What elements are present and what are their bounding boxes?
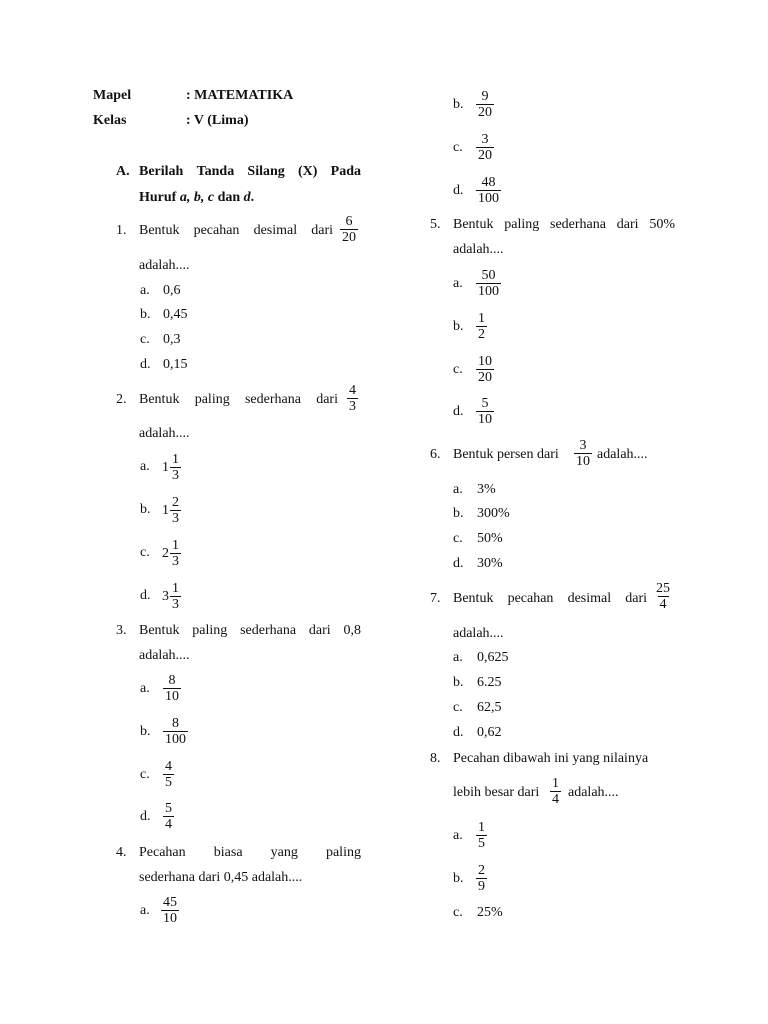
numerator: 1 — [172, 538, 179, 553]
option-letter: c. — [453, 362, 463, 377]
word: Bentuk — [139, 223, 180, 238]
word: Pecahan — [139, 845, 186, 860]
question-6-fraction — [574, 438, 592, 469]
option-fraction — [476, 132, 494, 163]
question-1-stem-line2: adalah.... — [139, 258, 190, 273]
word: Bentuk — [139, 623, 180, 638]
letters: a, b, c — [179, 190, 215, 205]
section-instruction-line2 — [139, 190, 254, 206]
letter: d — [243, 190, 251, 205]
numerator: 1 — [478, 820, 485, 835]
option-text: 3% — [477, 482, 496, 497]
option-text: 0,625 — [477, 650, 509, 665]
option-fraction — [476, 175, 501, 206]
whole: 1 — [162, 459, 169, 475]
denominator: 20 — [478, 370, 492, 385]
option-letter: b. — [453, 97, 464, 112]
option-letter: a. — [140, 903, 150, 918]
word: desimal — [567, 591, 612, 606]
denominator: 100 — [478, 191, 499, 206]
option-letter: d. — [453, 183, 464, 198]
numerator: 1 — [172, 581, 179, 596]
word: pecahan — [193, 223, 240, 238]
question-1-fraction — [340, 214, 358, 245]
option-text: 0,45 — [163, 307, 188, 322]
mapel-value: : MATEMATIKA — [186, 88, 294, 103]
option-letter: d. — [140, 357, 151, 372]
denominator: 10 — [576, 454, 590, 469]
option-letter: c. — [140, 332, 150, 347]
numerator: 50 — [481, 268, 496, 283]
word: dari — [625, 591, 647, 606]
denominator: 100 — [478, 284, 499, 299]
option-letter: a. — [453, 482, 463, 497]
word: dari — [616, 217, 639, 232]
question-1-stem-line1 — [139, 223, 333, 239]
numerator: 4 — [165, 759, 172, 774]
word: paling — [325, 845, 361, 860]
question-2-stem-line2: adalah.... — [139, 426, 190, 441]
numerator: 3 — [579, 438, 587, 453]
question-4-number: 4. — [116, 845, 127, 860]
option-letter: b. — [453, 319, 464, 334]
numerator: 2 — [172, 495, 179, 510]
option-letter: c. — [453, 905, 463, 920]
question-8-stem-pre: lebih besar dari — [453, 785, 540, 800]
option-fraction — [476, 89, 494, 120]
denominator: 100 — [165, 732, 186, 747]
denominator: 5 — [478, 836, 485, 851]
question-7-stem-line2: adalah.... — [453, 626, 504, 641]
denominator: 20 — [478, 148, 492, 163]
question-1-number: 1. — [116, 223, 127, 238]
question-3-stem-line1 — [139, 623, 361, 639]
question-3-number: 3. — [116, 623, 127, 638]
option-letter: a. — [140, 283, 150, 298]
denominator: 3 — [349, 399, 356, 414]
option-fraction — [476, 354, 494, 385]
numerator: 9 — [481, 89, 489, 104]
word: Tanda — [196, 164, 235, 179]
word: Bentuk — [453, 591, 494, 606]
whole: 1 — [162, 502, 169, 518]
denominator: 20 — [478, 105, 492, 120]
denominator: 4 — [659, 597, 667, 612]
option-text: 300% — [477, 506, 510, 521]
denominator: 4 — [552, 792, 559, 807]
question-7-stem-line1 — [453, 591, 647, 607]
question-8-stem-post: adalah.... — [568, 785, 619, 800]
numerator: 1 — [172, 452, 179, 467]
option-text: 0,3 — [163, 332, 181, 347]
option-fraction — [163, 716, 188, 747]
question-6-stem-post: adalah.... — [597, 447, 648, 462]
numerator: 8 — [172, 716, 179, 731]
numerator: 3 — [481, 132, 489, 147]
word: paling — [504, 217, 540, 232]
whole: 2 — [162, 545, 169, 561]
word: Bentuk — [139, 392, 180, 407]
word: sederhana — [240, 623, 297, 638]
numerator: 4 — [349, 383, 356, 398]
option-letter: d. — [453, 404, 464, 419]
option-letter: c. — [453, 700, 463, 715]
option-letter: d. — [453, 556, 464, 571]
question-8-fraction — [550, 776, 561, 807]
word: pecahan — [507, 591, 554, 606]
option-letter: a. — [453, 828, 463, 843]
option-fraction — [161, 895, 179, 926]
mapel-label: Mapel — [93, 88, 132, 103]
word: 0,8 — [343, 623, 361, 638]
word: desimal — [253, 223, 298, 238]
option-mixed-number — [162, 581, 181, 612]
section-instruction-line1 — [139, 164, 361, 180]
word: sederhana — [244, 392, 301, 407]
kelas-value: : V (Lima) — [186, 113, 249, 128]
denominator: 10 — [163, 911, 177, 926]
denominator: 3 — [172, 511, 179, 526]
numerator: 5 — [165, 801, 172, 816]
option-letter: d. — [140, 809, 151, 824]
option-text: 0,62 — [477, 725, 502, 740]
option-mixed-number — [162, 538, 181, 569]
option-letter: c. — [140, 545, 150, 560]
denominator: 3 — [172, 554, 179, 569]
option-mixed-number — [162, 452, 181, 483]
denominator: 10 — [165, 689, 179, 704]
denominator: 3 — [172, 597, 179, 612]
numerator: 48 — [481, 175, 496, 190]
option-letter: d. — [140, 588, 151, 603]
word: Pada — [330, 164, 361, 179]
option-fraction — [163, 673, 181, 704]
question-4-stem-line2: sederhana dari 0,45 adalah.... — [139, 870, 303, 885]
word: biasa — [213, 845, 243, 860]
text: Huruf — [139, 190, 180, 205]
numerator: 45 — [163, 895, 177, 910]
denominator: 3 — [172, 468, 179, 483]
question-2-fraction — [347, 383, 358, 414]
numerator: 1 — [478, 311, 485, 326]
word: Berilah — [139, 164, 184, 179]
option-letter: a. — [453, 276, 463, 291]
option-letter: b. — [140, 502, 151, 517]
numerator: 10 — [478, 354, 492, 369]
numerator: 1 — [552, 776, 559, 791]
option-letter: c. — [453, 531, 463, 546]
option-letter: c. — [140, 767, 150, 782]
numerator: 8 — [168, 673, 176, 688]
option-fraction — [476, 268, 501, 299]
option-letter: b. — [453, 675, 464, 690]
text: . — [250, 190, 255, 205]
option-text: 6.25 — [477, 675, 502, 690]
denominator: 5 — [165, 775, 172, 790]
word: dari — [311, 223, 333, 238]
question-8-stem-line1: Pecahan dibawah ini yang nilainya — [453, 751, 649, 766]
option-letter: a. — [140, 681, 150, 696]
whole: 3 — [162, 588, 169, 604]
option-fraction — [476, 820, 487, 851]
question-5-stem-line2: adalah.... — [453, 242, 504, 257]
option-letter: b. — [453, 506, 464, 521]
option-fraction — [163, 801, 174, 832]
question-8-number: 8. — [430, 751, 441, 766]
option-text: 0,6 — [163, 283, 181, 298]
section-letter: A. — [116, 164, 130, 179]
denominator: 20 — [342, 230, 356, 245]
option-fraction — [163, 759, 174, 790]
word: yang — [270, 845, 298, 860]
option-mixed-number — [162, 495, 181, 526]
option-letter: b. — [140, 307, 151, 322]
option-fraction — [476, 396, 494, 427]
denominator: 4 — [165, 817, 172, 832]
question-7-number: 7. — [430, 591, 441, 606]
numerator: 5 — [481, 396, 489, 411]
option-text: 0,15 — [163, 357, 188, 372]
question-2-stem-line1 — [139, 392, 338, 408]
numerator: 6 — [345, 214, 353, 229]
option-fraction — [476, 311, 487, 342]
question-5-number: 5. — [430, 217, 441, 232]
question-7-fraction — [654, 581, 672, 612]
option-letter: a. — [453, 650, 463, 665]
question-3-stem-line2: adalah.... — [139, 648, 190, 663]
option-text: 62,5 — [477, 700, 502, 715]
option-letter: a. — [140, 459, 150, 474]
question-5-stem-line1 — [453, 217, 675, 233]
numerator: 25 — [656, 581, 670, 596]
word: dari — [316, 392, 338, 407]
text: dan — [214, 190, 244, 205]
word: paling — [194, 392, 230, 407]
word: dari — [308, 623, 331, 638]
denominator: 2 — [478, 327, 485, 342]
word: Bentuk — [453, 217, 494, 232]
word: 50% — [649, 217, 675, 232]
option-letter: c. — [453, 140, 463, 155]
option-letter: b. — [453, 871, 464, 886]
word: sederhana — [550, 217, 606, 232]
numerator: 2 — [478, 863, 485, 878]
word: paling — [192, 623, 228, 638]
denominator: 9 — [478, 879, 485, 894]
option-letter: d. — [453, 725, 464, 740]
question-6-number: 6. — [430, 447, 441, 462]
option-text: 25% — [477, 905, 503, 920]
word: (X) — [297, 164, 318, 179]
option-letter: b. — [140, 724, 151, 739]
question-2-number: 2. — [116, 392, 127, 407]
question-4-stem-line1 — [139, 845, 361, 861]
option-text: 30% — [477, 556, 503, 571]
option-fraction — [476, 863, 487, 894]
word: Silang — [247, 164, 285, 179]
kelas-label: Kelas — [93, 113, 127, 128]
denominator: 10 — [478, 412, 492, 427]
option-text: 50% — [477, 531, 503, 546]
question-6-stem-pre: Bentuk persen dari — [453, 447, 559, 462]
